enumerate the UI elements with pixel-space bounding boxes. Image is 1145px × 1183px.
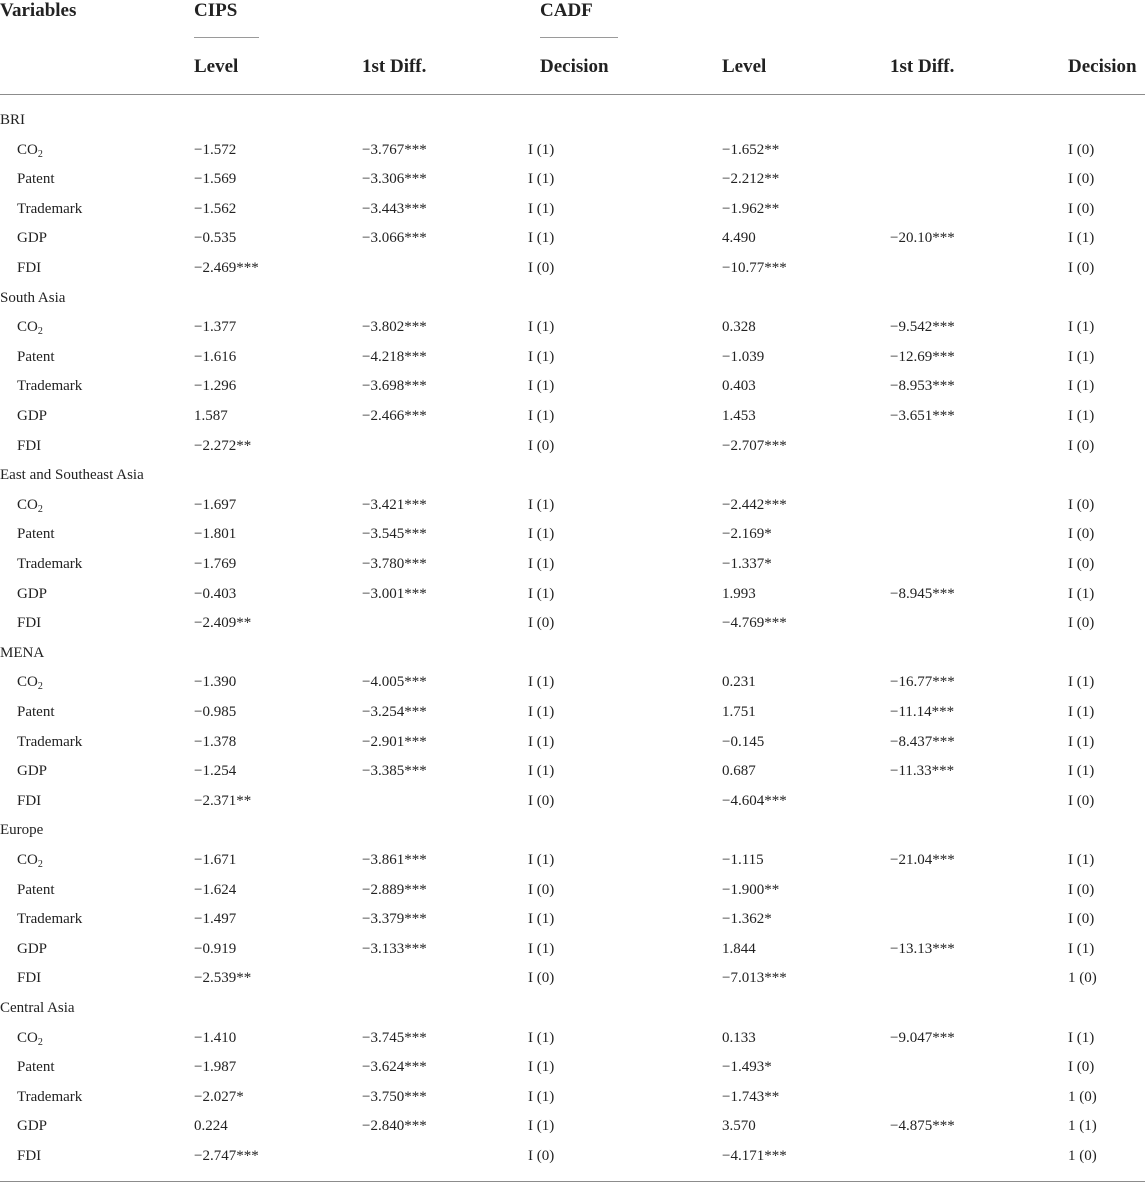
cell-cips-decision: I (1)	[528, 556, 555, 572]
cell-cips-level: 1.587	[194, 408, 228, 424]
cell-cips-diff: −3.745***	[362, 1029, 427, 1046]
row-variable: GDP	[17, 940, 48, 957]
cell-cips-diff: −2.840***	[362, 1118, 427, 1135]
cell-cips-diff: −3.767***	[362, 141, 427, 158]
cell-cips-level: −1.296	[194, 378, 237, 395]
row-variable: GDP	[17, 1118, 48, 1135]
cell-cadf-decision: 1 (0)	[1068, 1148, 1097, 1164]
cell-cadf-diff: −8.437***	[890, 733, 955, 750]
cell-cadf-diff: −11.14***	[890, 704, 955, 720]
group-label: Central Asia	[0, 1000, 75, 1016]
cell-cips-decision: I (0)	[528, 792, 555, 809]
cell-cips-decision: I (1)	[528, 585, 555, 602]
cell-cips-diff: −2.466***	[362, 408, 427, 424]
cell-cips-level: −1.390	[194, 674, 237, 691]
row-variable: GDP	[17, 763, 48, 780]
cell-cadf-level: −4.171***	[722, 1148, 787, 1164]
row-variable: FDI	[17, 260, 42, 276]
cell-cadf-decision: I (1)	[1068, 348, 1095, 365]
cell-cips-level: −2.371**	[194, 792, 252, 809]
cell-cips-level: −1.254	[194, 763, 237, 780]
cell-cadf-level: −2.169*	[722, 526, 772, 543]
cell-cips-level: −1.377	[194, 319, 237, 336]
cell-cips-decision: I (1)	[528, 763, 555, 780]
cell-cadf-diff: −11.33***	[890, 763, 955, 780]
cell-cips-decision: I (1)	[528, 1029, 555, 1046]
cell-cadf-diff: −16.77***	[890, 674, 955, 691]
cell-cips-level: 0.224	[194, 1118, 228, 1135]
group-label: South Asia	[0, 289, 66, 306]
group-label: Europe	[0, 822, 44, 839]
cell-cips-diff: −3.001***	[362, 585, 427, 602]
cell-cips-decision: I (0)	[528, 260, 555, 276]
cell-cadf-decision: I (1)	[1068, 674, 1095, 691]
cell-cips-level: −2.539**	[194, 970, 252, 987]
cell-cips-decision: I (1)	[528, 319, 555, 336]
cell-cadf-decision: I (0)	[1068, 496, 1095, 513]
cell-cips-diff: −3.750***	[362, 1088, 427, 1105]
cell-cips-decision: I (0)	[528, 881, 555, 898]
row-variable: GDP	[17, 408, 48, 424]
cell-cips-decision: I (1)	[528, 200, 555, 217]
header-cadf-level: Level	[722, 56, 767, 77]
group-label: BRI	[0, 112, 26, 128]
header-cadf-diff: 1st Diff.	[890, 56, 955, 77]
cell-cips-diff: −4.005***	[362, 674, 427, 691]
cell-cips-level: −2.409**	[194, 615, 252, 632]
cell-cips-level: −1.624	[194, 881, 237, 898]
cell-cadf-diff: −21.04***	[890, 852, 955, 868]
row-variable: $CO_2$	[17, 141, 43, 160]
cell-cips-diff: −3.306***	[362, 171, 427, 188]
table-bottom-rule	[0, 1181, 1145, 1182]
cell-cips-level: −1.987	[194, 1059, 237, 1076]
cell-cadf-decision: I (0)	[1068, 615, 1095, 632]
cell-cadf-decision: I (0)	[1068, 911, 1095, 928]
cell-cips-diff: −2.889***	[362, 881, 427, 898]
cell-cadf-level: −10.77***	[722, 260, 787, 276]
cell-cips-level: −0.535	[194, 230, 237, 247]
cell-cadf-level: −1.900**	[722, 881, 780, 898]
cell-cadf-decision: I (0)	[1068, 200, 1095, 217]
cell-cips-level: −2.272**	[194, 437, 252, 454]
cell-cadf-diff: −8.945***	[890, 585, 955, 602]
header-variables: Variables	[0, 0, 77, 21]
cell-cips-decision: I (1)	[528, 1118, 555, 1135]
cell-cadf-decision: I (0)	[1068, 171, 1095, 188]
cell-cips-decision: I (1)	[528, 141, 555, 158]
cell-cadf-decision: I (0)	[1068, 141, 1095, 158]
cell-cips-level: −0.985	[194, 704, 237, 720]
cell-cips-diff: −4.218***	[362, 348, 427, 365]
cell-cips-level: −1.769	[194, 556, 237, 572]
cell-cadf-level: −4.604***	[722, 792, 787, 809]
cell-cadf-diff: −13.13***	[890, 940, 955, 957]
row-variable: $CO_2$	[17, 496, 43, 515]
cell-cips-diff: −3.385***	[362, 763, 427, 780]
cell-cadf-decision: I (0)	[1068, 792, 1095, 809]
cell-cadf-level: −0.145	[722, 733, 765, 750]
header-cips: CIPS	[194, 0, 238, 21]
cell-cadf-level: 0.231	[722, 674, 756, 691]
cell-cips-level: −1.410	[194, 1029, 237, 1046]
cell-cips-diff: −3.780***	[362, 556, 427, 572]
header-cips-level: Level	[194, 56, 239, 77]
cell-cips-diff: −3.545***	[362, 526, 427, 543]
cell-cadf-decision: I (0)	[1068, 881, 1095, 898]
cell-cips-diff: −3.443***	[362, 200, 427, 217]
cell-cadf-diff: −4.875***	[890, 1118, 955, 1135]
cell-cadf-level: 4.490	[722, 230, 756, 247]
cell-cadf-level: −1.743**	[722, 1088, 780, 1105]
row-variable: Trademark	[17, 378, 83, 395]
cell-cadf-decision: I (1)	[1068, 763, 1095, 780]
cell-cadf-level: −4.769***	[722, 615, 787, 632]
cell-cips-decision: I (0)	[528, 437, 555, 454]
cell-cadf-level: −1.362*	[722, 911, 772, 928]
cell-cips-decision: I (0)	[528, 615, 555, 632]
row-variable: $CO_2$	[17, 852, 43, 870]
cell-cadf-decision: I (1)	[1068, 940, 1095, 957]
cell-cadf-decision: I (0)	[1068, 1059, 1095, 1076]
cell-cadf-decision: I (1)	[1068, 408, 1095, 424]
row-variable: Trademark	[17, 1088, 83, 1105]
header-cips-diff: 1st Diff.	[362, 56, 427, 77]
cell-cips-diff: −3.133***	[362, 940, 427, 957]
cell-cips-decision: I (1)	[528, 408, 555, 424]
cell-cadf-level: 0.403	[722, 378, 756, 395]
cadf-underline	[540, 37, 618, 38]
cell-cips-diff: −3.802***	[362, 319, 427, 336]
cell-cips-decision: I (1)	[528, 674, 555, 691]
cell-cadf-level: −1.039	[722, 348, 765, 365]
cell-cadf-level: 0.133	[722, 1029, 756, 1046]
row-variable: $CO_2$	[17, 319, 43, 338]
cell-cips-decision: I (1)	[528, 378, 555, 395]
cell-cadf-level: −7.013***	[722, 970, 787, 987]
cell-cips-diff: −3.861***	[362, 852, 427, 868]
row-variable: Patent	[17, 526, 55, 543]
cell-cips-decision: I (0)	[528, 1148, 555, 1164]
cell-cips-decision: I (1)	[528, 348, 555, 365]
row-variable: GDP	[17, 585, 48, 602]
row-variable: FDI	[17, 615, 42, 632]
cell-cips-diff: −3.624***	[362, 1059, 427, 1076]
row-variable: Patent	[17, 1059, 55, 1076]
cell-cips-level: −1.616	[194, 348, 237, 365]
cell-cips-diff: −3.421***	[362, 496, 427, 513]
cell-cips-level: −2.027*	[194, 1088, 244, 1105]
row-variable: Patent	[17, 348, 55, 365]
cell-cadf-decision: I (1)	[1068, 378, 1095, 395]
group-label: MENA	[0, 644, 45, 661]
cell-cadf-level: 1.751	[722, 704, 756, 720]
row-variable: Patent	[17, 171, 55, 188]
header-bottom-rule	[0, 94, 1145, 95]
cell-cips-level: −1.378	[194, 733, 237, 750]
cell-cadf-decision: 1 (1)	[1068, 1118, 1097, 1135]
row-variable: Trademark	[17, 911, 83, 928]
cell-cips-decision: I (1)	[528, 704, 555, 720]
cell-cadf-decision: I (1)	[1068, 230, 1095, 247]
cell-cadf-level: 0.328	[722, 319, 756, 336]
cell-cadf-decision: I (1)	[1068, 704, 1095, 720]
row-variable: FDI	[17, 970, 42, 987]
cell-cadf-level: 1.844	[722, 940, 756, 957]
cell-cadf-level: −1.115	[722, 852, 764, 868]
cell-cadf-level: −2.707***	[722, 437, 787, 454]
cell-cadf-diff: −9.542***	[890, 319, 955, 336]
cell-cips-decision: I (1)	[528, 911, 555, 928]
row-variable: $CO_2$	[17, 674, 43, 693]
cell-cadf-level: 1.453	[722, 408, 756, 424]
cell-cips-decision: I (1)	[528, 230, 555, 247]
cell-cips-diff: −3.379***	[362, 911, 427, 928]
cell-cadf-level: 3.570	[722, 1118, 756, 1135]
cell-cips-diff: −3.254***	[362, 704, 427, 720]
cell-cadf-decision: 1 (0)	[1068, 1088, 1097, 1105]
row-variable: Patent	[17, 704, 55, 720]
cell-cadf-decision: I (0)	[1068, 526, 1095, 543]
cell-cadf-level: −1.652**	[722, 141, 780, 158]
header-cips-decision: Decision	[540, 56, 609, 77]
cell-cadf-decision: I (1)	[1068, 733, 1095, 750]
header-cadf: CADF	[540, 0, 593, 21]
cell-cadf-decision: I (1)	[1068, 1029, 1095, 1046]
row-variable: Trademark	[17, 200, 83, 217]
cell-cips-level: −1.572	[194, 141, 237, 158]
cell-cips-decision: I (1)	[528, 852, 555, 868]
cell-cadf-level: 1.993	[722, 585, 756, 602]
cell-cadf-level: −2.212**	[722, 171, 780, 188]
cell-cips-level: −1.497	[194, 911, 237, 928]
cell-cips-diff: −2.901***	[362, 733, 427, 750]
group-label: East and Southeast Asia	[0, 467, 144, 484]
cell-cadf-decision: I (1)	[1068, 319, 1095, 336]
cell-cadf-diff: −8.953***	[890, 378, 955, 395]
row-variable: FDI	[17, 1148, 42, 1164]
cell-cadf-level: −1.493*	[722, 1059, 772, 1076]
row-variable: FDI	[17, 437, 42, 454]
cell-cips-decision: I (1)	[528, 940, 555, 957]
cell-cips-level: −2.469***	[194, 260, 259, 276]
cell-cadf-diff: −3.651***	[890, 408, 955, 424]
cell-cadf-diff: −12.69***	[890, 348, 955, 365]
cell-cadf-decision: I (0)	[1068, 260, 1095, 276]
cell-cips-decision: I (1)	[528, 1059, 555, 1076]
cell-cips-decision: I (1)	[528, 496, 555, 513]
row-variable: Patent	[17, 881, 55, 898]
cell-cips-level: −1.562	[194, 200, 237, 217]
cell-cips-level: −0.403	[194, 585, 237, 602]
cell-cips-diff: −3.066***	[362, 230, 427, 247]
cell-cadf-level: −1.962**	[722, 200, 780, 217]
cips-underline	[194, 37, 259, 38]
cell-cips-diff: −3.698***	[362, 378, 427, 395]
row-variable: FDI	[17, 792, 42, 809]
cell-cips-decision: I (1)	[528, 171, 555, 188]
cell-cadf-level: 0.687	[722, 763, 756, 780]
cell-cadf-decision: I (0)	[1068, 556, 1095, 572]
row-variable: GDP	[17, 230, 48, 247]
header-cadf-decision: Decision	[1068, 56, 1137, 77]
cell-cadf-decision: I (0)	[1068, 437, 1095, 454]
cell-cips-level: −1.697	[194, 496, 237, 513]
cell-cips-level: −1.569	[194, 171, 237, 188]
cell-cips-level: −1.671	[194, 852, 237, 868]
cell-cips-decision: I (1)	[528, 1088, 555, 1105]
cell-cips-decision: I (1)	[528, 526, 555, 543]
cell-cadf-level: −1.337*	[722, 556, 772, 572]
cell-cadf-decision: 1 (0)	[1068, 970, 1097, 987]
cell-cadf-diff: −9.047***	[890, 1029, 955, 1046]
cell-cips-level: −2.747***	[194, 1148, 259, 1164]
cell-cadf-diff: −20.10***	[890, 230, 955, 247]
cell-cips-decision: I (0)	[528, 970, 555, 987]
cell-cadf-decision: I (1)	[1068, 585, 1095, 602]
cell-cips-decision: I (1)	[528, 733, 555, 750]
cell-cips-level: −1.801	[194, 526, 237, 543]
cell-cadf-level: −2.442***	[722, 496, 787, 513]
row-variable: Trademark	[17, 733, 83, 750]
row-variable: $CO_2$	[17, 1029, 43, 1048]
cell-cadf-decision: I (1)	[1068, 852, 1095, 868]
cell-cips-level: −0.919	[194, 940, 237, 957]
row-variable: Trademark	[17, 556, 83, 572]
